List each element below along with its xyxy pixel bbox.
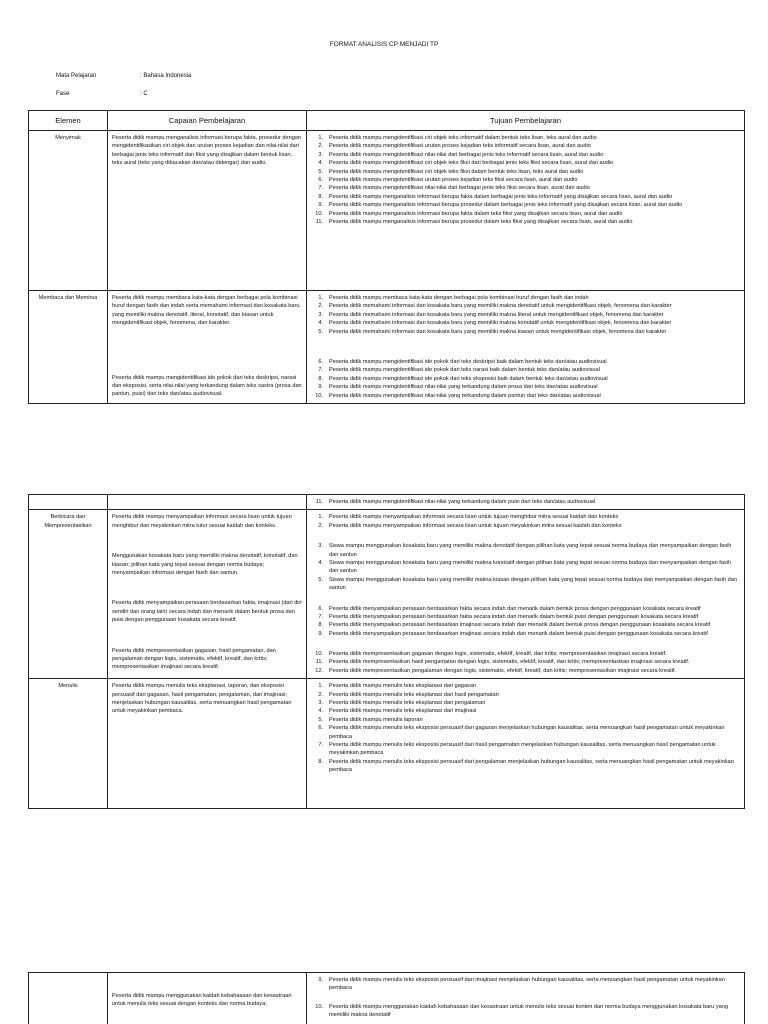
tp-text: Peserta didik mampu membaca kata-kata dengan berbagai pola kombinasi huruf dengan fasih dan indah <box>329 295 589 301</box>
tp-item <box>311 741 740 758</box>
tp-item <box>311 682 740 690</box>
table-row <box>29 291 745 404</box>
tp-number: 6. <box>318 176 323 183</box>
tp-number: 1. <box>318 135 323 141</box>
tp-list <box>311 976 740 1020</box>
elemen-cell: Membaca dan Memirsa <box>29 291 108 404</box>
tp-text: Peserta didik mampu menganalisis informasi berupa fakta dalam teks fiksi yang disajikan secara lisan, aural dan audio <box>329 210 623 217</box>
meta-value: : Bahasa Indonesia <box>140 73 192 79</box>
table-row <box>29 973 745 1024</box>
cp-cell <box>108 495 307 510</box>
tp-item <box>311 392 740 400</box>
tp-cell <box>307 973 745 1024</box>
tp-item <box>311 302 740 310</box>
tp-text: Peserta didik mampu menulis teks eksposisi persuasif dari hasil pengamatan menjelaskan hubungan kausalitas, serta menuangkan hasil pengamatan untuk meyakinkan pembaca <box>329 741 716 757</box>
tp-number: 8. <box>318 193 323 200</box>
tp-number: 3. <box>318 543 323 550</box>
cp-text: Peserta didik mampu menggunakan kaidah kebahasaan dan kesastraan untuk menulis teks sesuai dengan konteks dan norma budaya; <box>112 993 292 1008</box>
tp-number: 1. <box>318 514 323 521</box>
tp-text: Peserta didik mampu menyampaikan informasi secara lisan untuk tujuan menghibur mitra sesuai kaidah dan konteks <box>329 514 619 521</box>
tp-text: Peserta didik mampu menulis teks eksplanasi dari hasil pengamatan <box>329 691 499 698</box>
tp-text: Peserta didik mampu menulis teks eksposisi persuasif dari pengalaman menjelaskan hubungan kausalitas, serta menuangkan hasil pengamatan untuk meyakinkan pembaca <box>329 758 734 774</box>
elemen-cell: Berbicara dan Mempresentasikan <box>29 510 108 679</box>
tp-text: Peserta didik memahami informasi dan kosakata baru yang memiliki makna literal untuk mengidentifikasi objek, fenomena dan karakter <box>329 311 664 318</box>
tp-item <box>311 758 740 775</box>
table-row <box>29 495 745 510</box>
tp-item <box>311 650 740 658</box>
table-header-row <box>29 111 745 131</box>
tp-text: Peserta didik mampu mengidentifikasi ide pokok dari teks eksposisi baik dalam bentuk teks dan/atau audiovisual <box>329 375 608 382</box>
tp-text: Peserta didik memahami informasi dan kosakata baru yang memiliki makna konotatif untuk mengidentifikasi objek, fenomena dan karakter <box>329 320 672 327</box>
tp-list <box>311 542 740 592</box>
tp-list <box>311 294 740 336</box>
tp-text: Peserta didik mampu mengidentifikasi nilai-nilai dari berbagai jenis teks informatif secara lisan, aural dan audio <box>329 151 604 158</box>
tp-text: Peserta didik mampu mengidentifikasi urutan proses kejadian teks fiksi secara lisan, aural dan audio <box>329 176 578 183</box>
document-title: FORMAT ANALISIS CP MENJADI TP <box>329 41 439 48</box>
tp-text: Peserta didik menyampaikan perasaan berdasarkan fakta secara indah dan menarik dalam bentuk prosa dengan penggunaan kosakata secara kreatif <box>329 605 701 612</box>
elemen-cell <box>29 495 108 510</box>
tp-text: Peserta didik menyampaikan perasaan berdasarkan fakta secara indah dan menarik dalam bentuk puisi dengan penggunaan kosakata secara kreatif <box>329 613 699 620</box>
cp-text: Menggunakan kosakata baru yang memiliki makna denotatif, konotatif, dan kiasan; pilihan kata yang tepat sesuai dengan norma budaya; menyampaikan informasi dengan fasih dan santun. <box>112 553 298 576</box>
tp-number: 7. <box>318 613 323 620</box>
header-tp: Tujuan Pembelajaran <box>307 111 745 131</box>
tp-number: 4. <box>318 559 323 566</box>
tp-item <box>311 210 740 218</box>
cp-cell <box>108 973 307 1024</box>
tp-text: Peserta didik mampu menganalisis informasi berupa prosedur dalam berbagai jenis teks informatif yang disajikan secara lisan, aural dan audio <box>329 202 683 209</box>
cp-text: Peserta didik mampu membaca kata-kata dengan berbagai pola kombinasi huruf dengan fasih dan indah serta memahami informasi dan kosakata baru yang memiliki makna denotatif, literal, konotatif, dan kiasan untuk mengidentifikasi objek, fenomena, dan karakter. <box>112 295 300 327</box>
cp-cell <box>108 510 307 679</box>
cp-cell <box>108 291 307 404</box>
tp-item <box>311 630 740 638</box>
tp-item <box>311 366 740 374</box>
tp-item <box>311 176 740 184</box>
tp-item: 11. Peserta didik mampu mengidentifikasi nilai-nilai yang terkandung dalam puisi dari teks dan/atau audiovisual <box>315 499 596 505</box>
tp-item <box>311 159 740 167</box>
cp-text: Peserta didik mampu menyampaikan informasi secara lisan untuk tujuan menghibur dan meyakinkan mitra tutur sesuai kaidah dan konteks. <box>112 514 292 529</box>
tp-number: 5. <box>318 168 323 175</box>
tp-list <box>311 682 740 774</box>
tp-number: 3. <box>318 151 323 158</box>
elemen-cell: Menulis <box>29 679 108 809</box>
elemen-cell: Menyimak <box>29 131 108 291</box>
tp-cell <box>307 131 745 291</box>
tp-item <box>311 218 740 226</box>
elemen-cell <box>29 973 108 1024</box>
cp-cell: Peserta didik mampu menulis teks eksplanasi, laporan, dan eksposisi persuasif dari gagasan, hasil pengamatan, pengalaman, dan imajinasi; menjelaskan hubungan kausalitas, serta menuangkan hasil pengamatan untuk meyakinkan pembaca. <box>108 679 307 809</box>
tp-number: 2. <box>318 143 323 150</box>
tp-number: 8. <box>318 758 323 765</box>
tp-item <box>311 559 740 576</box>
tp-text: Peserta didik memahami informasi dan kosakata baru yang memiliki makna denotatif untuk mengidentifikasi objek, fenomena dan karakter <box>329 303 672 310</box>
tp-item <box>311 576 740 593</box>
tp-number: 9. <box>318 384 323 391</box>
tp-item <box>311 691 740 699</box>
tp-text: Peserta didik mampu mengidentifikasi ide pokok dari teks narasi baik dalam bentuk teks dan/atau audiovisual <box>329 367 600 374</box>
tp-text: Peserta didik mampu mengidentifikasi nilai-nilai yang terkandung dalam prosa dari teks dan/atau audiovisual <box>329 384 598 391</box>
tp-number: 9. <box>318 202 323 209</box>
cp-text: Peserta didik menyampaikan perasaan berdasarkan fakta, imajinasi (dari diri sendiri dan orang lain) secara indah dan menarik dalam bentuk prosa dan puisi dengan penggunaan kosakata secara kreatif. <box>112 600 302 624</box>
tp-item <box>311 613 740 621</box>
tp-text: Peserta didik mempresentasikan gagasan dengan logis, sistematis, efektif, kreatif, dan kritis; mempresentasikan imajinasi secara kreatif. <box>329 651 667 658</box>
header-elemen: Elemen <box>29 111 108 131</box>
tp-number: 1. <box>318 295 323 301</box>
tp-text: Peserta didik mampu mengidentifikasi nilai-nilai dari berbagai jenis teks fiksi secara lisan, aural dan audio <box>329 185 590 192</box>
tp-text: Peserta didik mampu mengidentifikasi ciri objek teks fiksi dalam bentuk teks lisan, teks aural dan audio <box>329 168 584 175</box>
tp-item <box>311 513 740 521</box>
tp-text: Peserta didik menyampaikan perasaan berdasarkan imajinasi secara indah dan menarik dalam bentuk puisi dengan penggunaan kosakata secara kreatif <box>329 630 708 637</box>
tp-text: Peserta didik memahami informasi dan kosakata baru yang memiliki makna kiasan untuk mengidentifikasi objek, fenomena dan karakter <box>329 328 667 335</box>
tp-item <box>311 667 740 675</box>
tp-item: 10. Peserta didik mampu menggunakan kaidah kebahasaan dan kesastraan untuk menulis teks sesuai konten dan norma budaya menggunakan kosakata baru yang memiliki makna denotatif <box>315 1003 728 1019</box>
tp-item <box>311 542 740 559</box>
tp-text: Peserta didik mampu mengidentifikasi nilai-nilai yang terkandung dalam pantun dari teks dan/atau audiovisual <box>329 392 601 399</box>
tp-cell <box>307 679 745 809</box>
tp-number: 6. <box>318 605 323 612</box>
tp-item <box>311 142 740 150</box>
tp-text: Peserta didik mempresentasikan hasil pengamatan dengan logis, sistematis, efektif, kreatif, dan kritis; mempresentasikan imajinasi secara kreatif. <box>329 659 690 666</box>
tp-list <box>311 134 740 226</box>
tp-number: 9. <box>318 630 323 637</box>
tp-text: Peserta didik mampu mengidentifikasi ciri objek teks fiksi dari berbagai jenis teks fiksi secara lisan, aural dan audio <box>329 160 614 167</box>
meta-label: Fase <box>56 91 70 97</box>
tp-number: 7. <box>318 741 323 748</box>
tp-item <box>311 134 740 142</box>
table-row <box>29 131 745 291</box>
tp-item <box>311 724 740 741</box>
tp-text: Peserta didik mampu mengidentifikasi ciri objek teks informatif dalam bentuk teks lisan, teks aural dan audio <box>329 135 597 141</box>
tp-item <box>311 201 740 209</box>
tp-item <box>311 168 740 176</box>
meta-subject <box>56 72 191 81</box>
tp-cell <box>307 291 745 404</box>
tp-number: 12. <box>315 667 323 674</box>
meta-value: : C <box>140 91 148 97</box>
analysis-table-1 <box>28 110 745 404</box>
tp-number: 11. <box>315 659 323 666</box>
cp-text: Peserta didik mempresentasikan gagasan, hasil pengamatan, dan pengalaman dengan logis, sistematis, efektif, kreatif, dan kritis; mempresentasikan imajinasi secara kreatif. <box>112 647 276 671</box>
tp-text: Peserta didik mampu menulis teks eksplanasi dari gagasan <box>329 683 477 690</box>
tp-number: 8. <box>318 375 323 382</box>
tp-item <box>311 658 740 666</box>
tp-number: 10. <box>315 651 323 658</box>
tp-item <box>311 358 740 366</box>
tp-number: 6. <box>318 725 323 732</box>
tp-number: 6. <box>318 358 323 365</box>
meta-phase <box>56 90 148 99</box>
tp-text: Peserta didik menyampaikan perasaan berdasarkan imajinasi secara indah dan menarik dalam bentuk prosa dengan penggunaan kosakata secara kreatif <box>329 622 711 629</box>
tp-item <box>311 328 740 336</box>
tp-number: 10. <box>315 210 323 217</box>
tp-list <box>311 650 740 675</box>
tp-number: 4. <box>318 708 323 715</box>
tp-number: 4. <box>318 320 323 327</box>
tp-text: Peserta didik mampu menulis teks eksposisi persuasif dari gagasan menjelaskan hubungan kausalitas, serta menuangkan hasil pengamatan untuk meyakinkan pembaca <box>329 725 725 740</box>
tp-number: 10. <box>315 392 323 399</box>
tp-number: 2. <box>318 522 323 529</box>
tp-item <box>311 319 740 327</box>
tp-text: Peserta didik mampu menganalisis informasi berupa prosedur dalam teks fiksi yang disajikan secara lisan, aural dan audio <box>329 218 633 225</box>
tp-item <box>311 311 740 319</box>
tp-number: 1. <box>318 683 323 690</box>
tp-number: 7. <box>318 367 323 374</box>
tp-number: 8. <box>318 622 323 629</box>
tp-text: Siswa mampu menggunakan kosakata baru yang memiliki makna kiasan dengan pilihan kata yang tepat sesuai norma budaya dan menyampaikan dengan fasih dan santun <box>329 576 737 592</box>
tp-item <box>311 605 740 613</box>
tp-list <box>311 358 740 400</box>
tp-list <box>311 513 740 530</box>
tp-item <box>311 375 740 383</box>
tp-item: 9. Peserta didik mampu menulis teks eksposisi persuasif dari imajinasi menjelaskan hubungan kausalitas, serta menuangkan hasil pengamatan untuk meyakinkan pembaca <box>318 977 725 992</box>
tp-cell <box>307 495 745 510</box>
tp-text: Peserta didik mampu menyampaikan informasi secara lisan untuk tujuan meyakinkan mitra sesuai kaidah dan konteks <box>329 522 622 529</box>
tp-item <box>311 522 740 530</box>
tp-text: Siswa mampu menggunakan kosakata baru yang memiliki makna konotatif dengan pilihan kata yang tepat sesuai norma budaya dan menyampaikan dengan fasih dan santun <box>329 559 732 575</box>
tp-item <box>311 294 740 302</box>
meta-label: Mata Pelajaran <box>56 73 97 79</box>
tp-item <box>311 184 740 192</box>
tp-list <box>311 605 740 639</box>
tp-list <box>311 498 740 506</box>
cp-cell: Peserta didik mampu menganalisis informasi berupa fakta, prosedur dengan mengidentifikasikan ciri objek dan urutan proses kejadian dan nilai-nilai dari berbagai jenis teks informatif dan fiksi yang disajikan dalam bentuk lisan, teks aural (teks yang dibacakan dan/atau didengar) dan audio. <box>108 131 307 291</box>
tp-number: 5. <box>318 576 323 583</box>
tp-number: 2. <box>318 303 323 310</box>
tp-cell <box>307 510 745 679</box>
tp-text: Siswa mampu menggunakan kosakata baru yang memiliki makna denotatif dengan pilihan kata yang tepat sesuai norma budaya dan menyampaikan dengan fasih dan santun <box>329 543 732 558</box>
tp-item <box>311 716 740 724</box>
table-row <box>29 510 745 679</box>
tp-item <box>311 707 740 715</box>
tp-number: 4. <box>318 160 323 167</box>
tp-number: 7. <box>318 185 323 192</box>
tp-text: Peserta didik mampu mengidentifikasi ide pokok dari teks deskripsi baik dalam bentuk teks dan/atau audiovisual <box>329 358 607 365</box>
tp-item <box>311 383 740 391</box>
tp-number: 3. <box>318 311 323 318</box>
tp-number: 11. <box>315 218 323 225</box>
tp-text: Peserta didik mampu menulis teks eksplanasi dari pengalaman <box>329 700 486 707</box>
tp-number: 2. <box>318 691 323 698</box>
table-row <box>29 679 745 809</box>
tp-number: 5. <box>318 328 323 335</box>
analysis-table-2 <box>28 494 745 809</box>
tp-text: Peserta didik mampu menganalisis informasi berupa fakta dalam berbagai jenis teks informatif yang disajikan secara lisan, aural dan audio <box>329 193 673 200</box>
tp-item <box>311 151 740 159</box>
tp-text: Peserta didik mempresentasikan pengalaman dengan logis, sistematis, efektif, kreatif, dan kritis; mempresentasikan imajinasi secara kreatif. <box>329 667 676 674</box>
tp-text: Peserta didik mampu menulis laporan <box>329 716 423 723</box>
tp-item <box>311 193 740 201</box>
tp-item <box>311 621 740 629</box>
analysis-table-3 <box>28 972 745 1024</box>
tp-number: 3. <box>318 700 323 707</box>
cp-text: Peserta didik mampu mengidentifikasi ide pokok dari teks deskripsi, narasi dan eksposisi, serta nilai-nilai yang terkandung dalam teks sastra (prosa dan pantun, puisi) dari teks dan/atau audiovisual. <box>112 374 302 398</box>
tp-text: Peserta didik mampu mengidentifikasi urutan proses kejadian teks informatif secara lisan, aural dan audio <box>329 143 591 150</box>
tp-item <box>311 699 740 707</box>
header-cp: Capaian Pembelajaran <box>108 111 307 131</box>
tp-text: Peserta didik mampu menulis teks eksplanasi dari imajinasi <box>329 708 477 715</box>
tp-number: 5. <box>318 716 323 723</box>
